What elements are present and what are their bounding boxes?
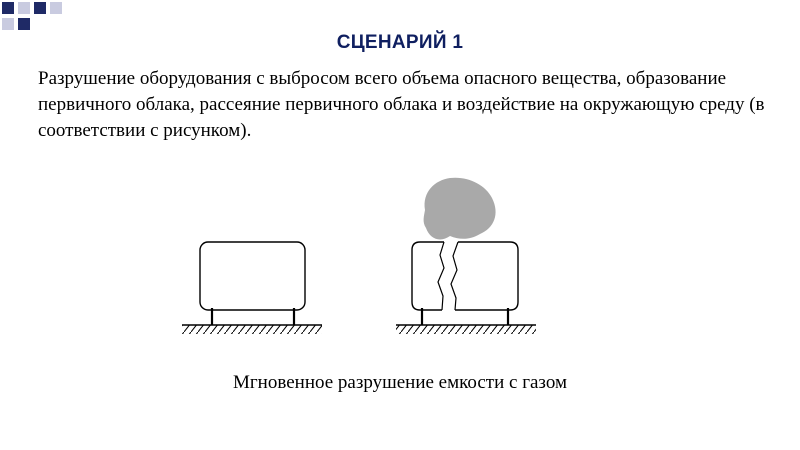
ruptured-tank — [396, 178, 536, 334]
corner-decoration — [0, 0, 70, 32]
intact-tank — [182, 242, 322, 334]
gas-cloud — [424, 178, 496, 240]
figure-caption: Мгновенное разрушение емкости с газом — [233, 372, 567, 393]
scenario-description: Разрушение оборудования с выбросом всего объема опасного вещества, образование первичного облака, рассеяние первичного облака и воздействие на окружающую среду (в соответствии с рисунком). — [38, 68, 765, 141]
tank-rupture-diagram — [170, 170, 550, 345]
slide-title: СЦЕНАРИЙ 1 — [336, 32, 464, 53]
